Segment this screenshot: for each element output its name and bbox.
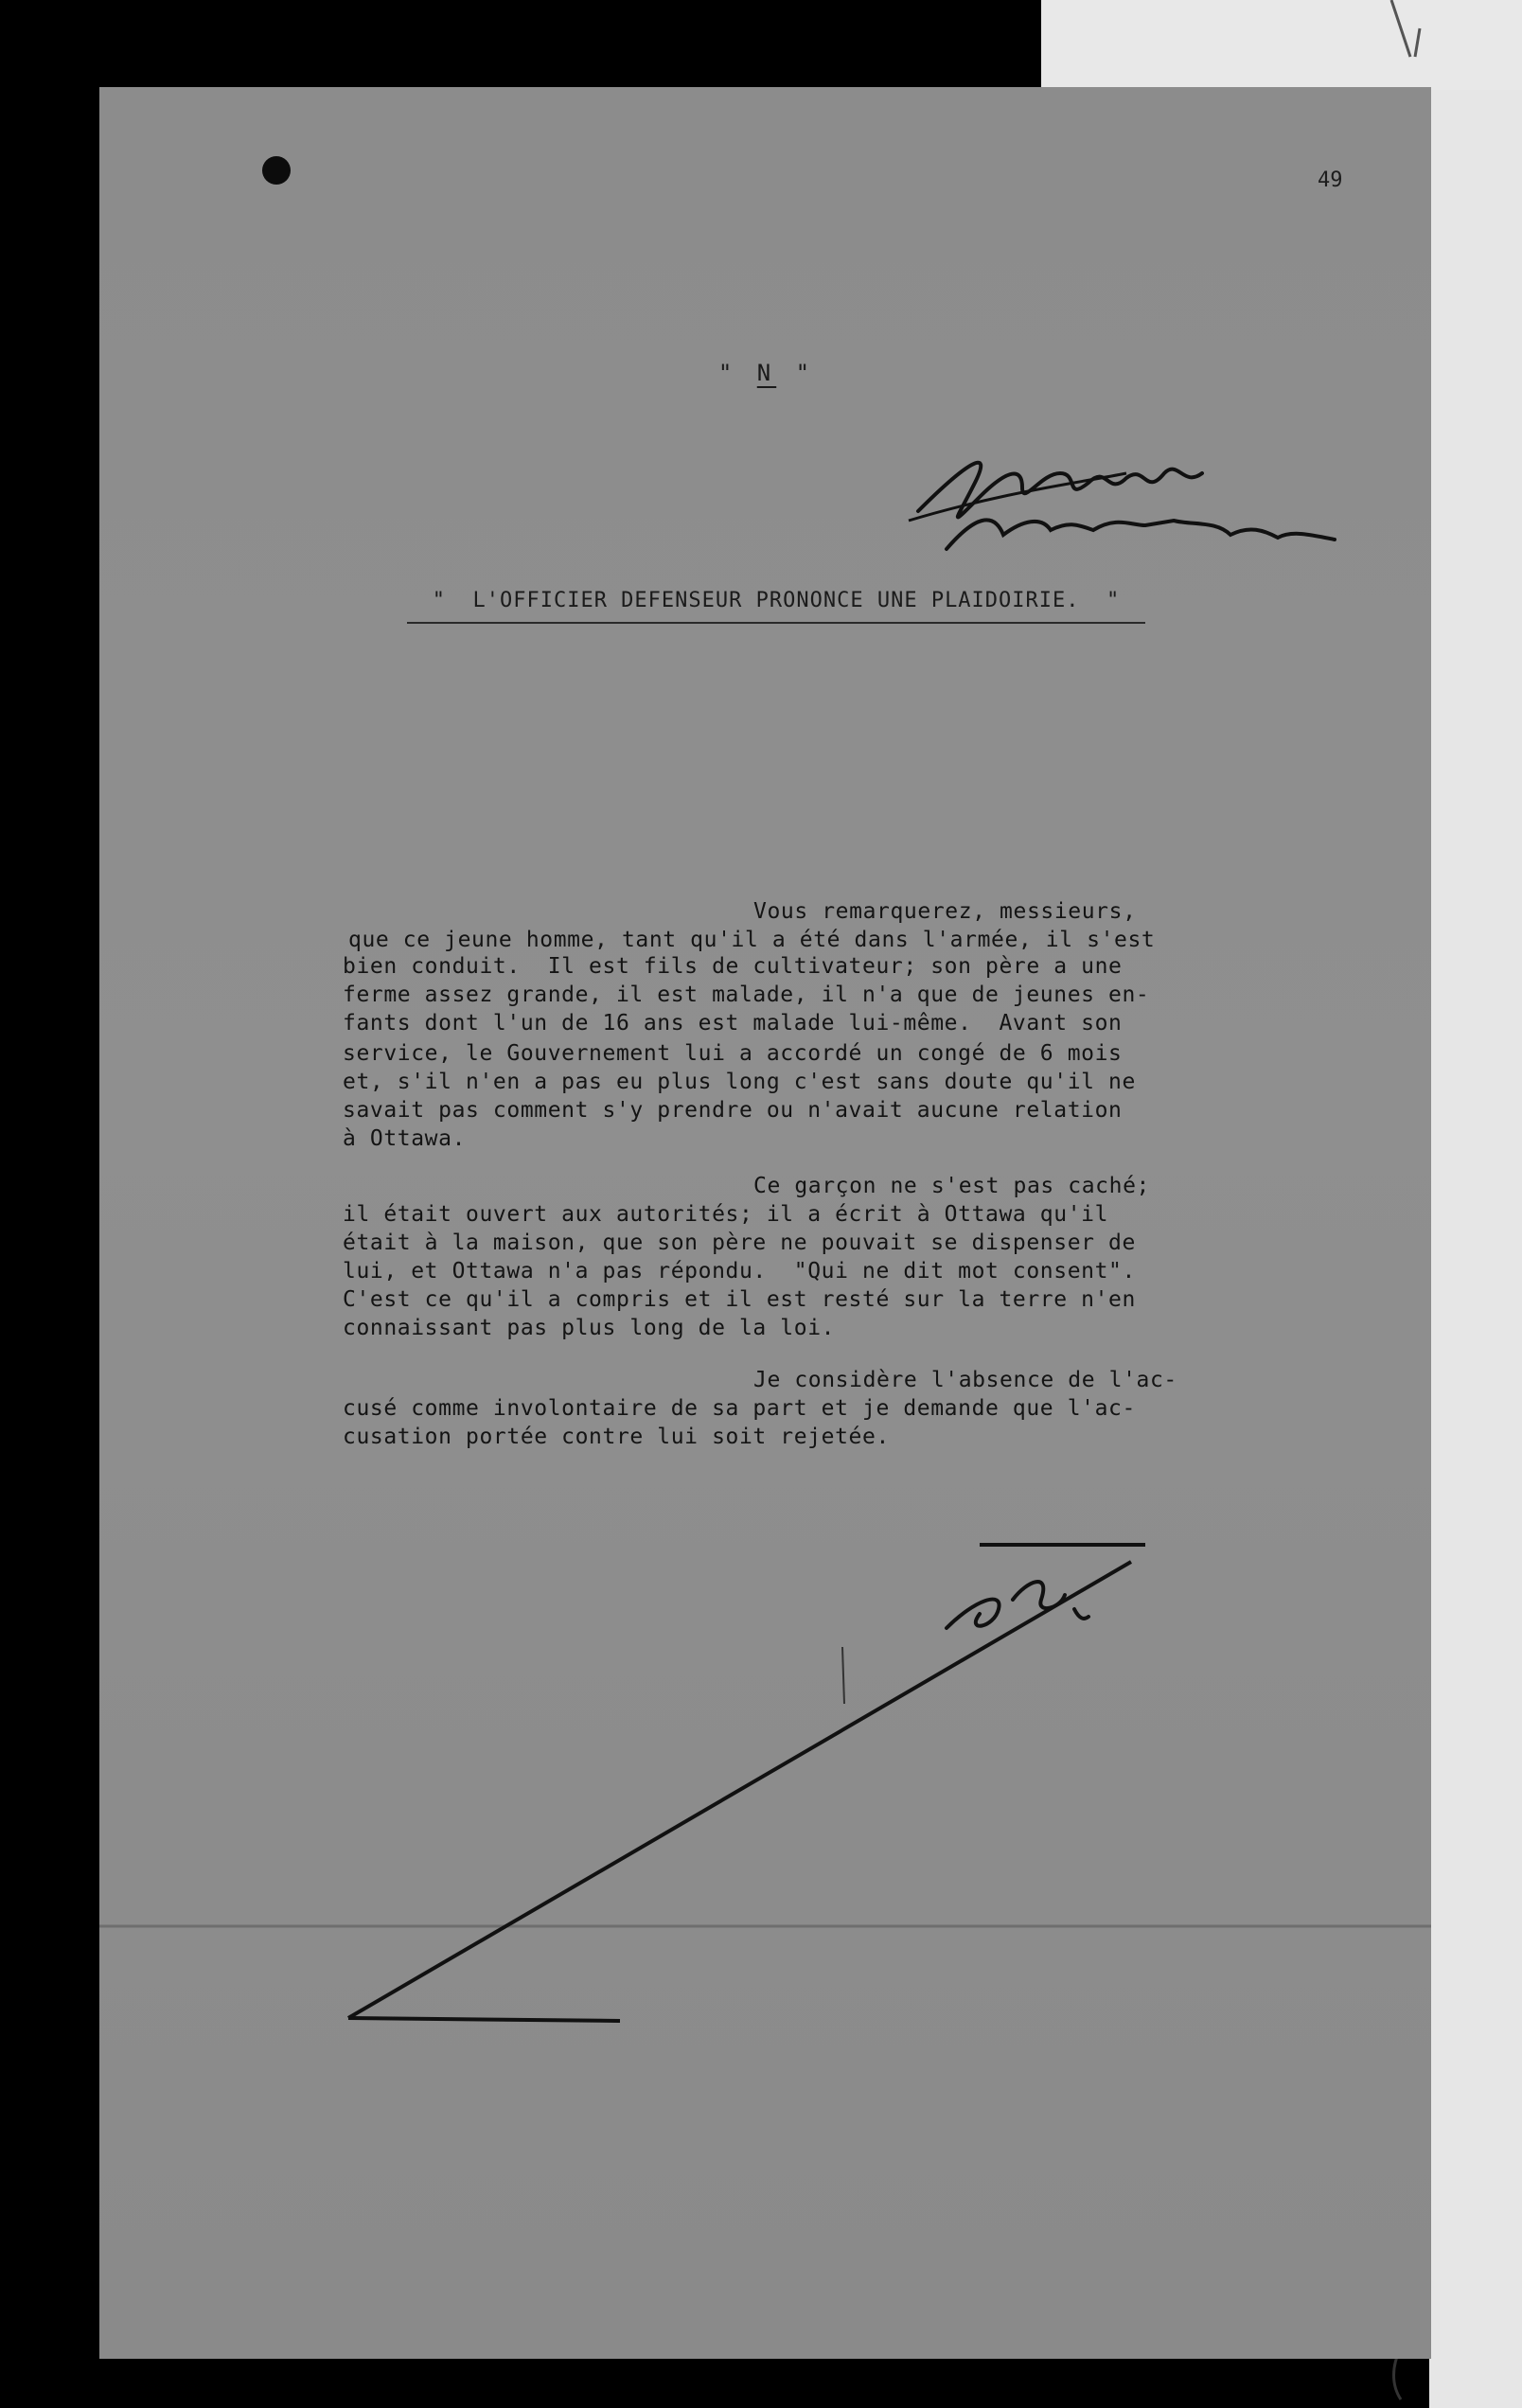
body-line: cusation portée contre lui soit rejetée. — [343, 1425, 890, 1449]
diagonal-strike-line — [348, 1562, 1131, 2018]
body-line: ferme assez grande, il est malade, il n'a que de jeunes en- — [343, 983, 1150, 1007]
body-line: cusé comme involontaire de sa part et je demande que l'ac- — [343, 1396, 1136, 1421]
body-line: bien conduit. Il est fils de cultivateur; son père a une — [343, 954, 1123, 979]
body-line: il était ouvert aux autorités; il a écrit à Ottawa qu'il — [343, 1202, 1109, 1227]
body-line: C'est ce qu'il a compris et il est resté sur la terre n'en — [343, 1287, 1136, 1312]
section-letter-value: N — [756, 360, 777, 386]
body-line: que ce jeune homme, tant qu'il a été dans l'armée, il s'est — [348, 928, 1156, 952]
body-line: fants dont l'un de 16 ans est malade lui-même. Avant son — [343, 1011, 1123, 1036]
document-title: " L'OFFICIER DEFENSEUR PRONONCE UNE PLAIDOIRIE. " — [407, 589, 1145, 624]
body-line: savait pas comment s'y prendre ou n'avait aucune relation — [343, 1098, 1123, 1123]
body-line: Ce garçon ne s'est pas caché; — [753, 1174, 1150, 1198]
body-line: service, le Gouvernement lui a accordé un congé de 6 mois — [343, 1041, 1123, 1066]
initials — [947, 1582, 1088, 1628]
body-line: était à la maison, que son père ne pouvait se dispenser de — [343, 1231, 1136, 1255]
body-line: lui, et Ottawa n'a pas répondu. "Qui ne dit mot consent". — [343, 1259, 1136, 1284]
body-line: Je considère l'absence de l'ac- — [753, 1368, 1177, 1392]
base-strike-line — [348, 2018, 620, 2021]
body-line: à Ottawa. — [343, 1126, 467, 1151]
body-line: et, s'il n'en a pas eu plus long c'est sans doute qu'il ne — [343, 1070, 1136, 1094]
body-line: Vous remarquerez, messieurs, — [753, 899, 1137, 924]
document-title-text: L'OFFICIER DEFENSEUR PRONONCE UNE PLAIDOIRIE. — [472, 589, 1080, 612]
body-line: connaissant pas plus long de la loi. — [343, 1316, 836, 1340]
section-letter: " N " — [717, 360, 816, 386]
page-number: 49 — [1318, 168, 1343, 192]
